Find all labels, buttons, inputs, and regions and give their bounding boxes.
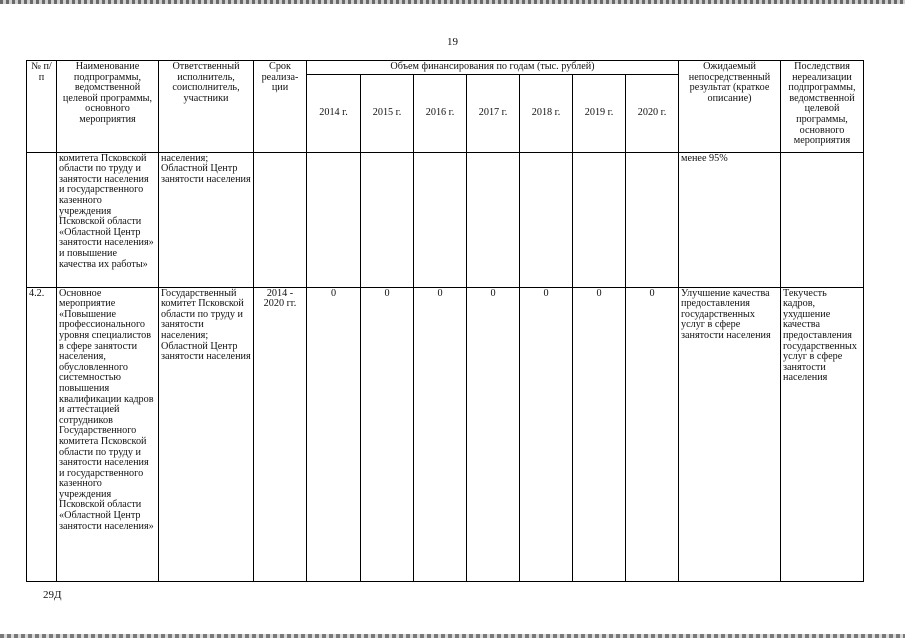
page-number: 19	[447, 36, 458, 48]
row-term: 2014 - 2020 гг.	[254, 287, 307, 581]
header-expected: Ожидаемый непосредственный результат (краткое описание)	[679, 61, 781, 153]
scan-edge-top	[0, 0, 905, 4]
row-value-2016	[414, 152, 467, 287]
header-year-2015: 2015 г.	[361, 74, 414, 152]
header-executor: Ответственный исполнитель, соисполнитель, участники	[159, 61, 254, 153]
row-value-2019: 0	[573, 287, 626, 581]
row-consequences: Текучесть кадров, ухудшение качества предоставления государственных услуг в сфере занятости населения	[781, 287, 864, 581]
header-year-2020: 2020 г.	[626, 74, 679, 152]
row-value-2016: 0	[414, 287, 467, 581]
row-name: комитета Псковской области по труду и занятости населения и государственного казенного учреждения Псковской области «Областной Центр занятости населения» и повышение качества их работы»	[57, 152, 159, 287]
row-expected: менее 95%	[679, 152, 781, 287]
row-value-2015: 0	[361, 287, 414, 581]
header-term: Срок реализа-ции	[254, 61, 307, 153]
header-year-2018: 2018 г.	[520, 74, 573, 152]
row-value-2020	[626, 152, 679, 287]
scan-edge-bottom	[0, 634, 905, 638]
row-executor: Государственный комитет Псковской области по труду и занятости населения; Областной Центр занятости населения	[159, 287, 254, 581]
row-value-2020: 0	[626, 287, 679, 581]
footer-code: 29Д	[43, 589, 62, 601]
row-value-2014	[307, 152, 361, 287]
row-value-2019	[573, 152, 626, 287]
row-num: 4.2.	[27, 287, 57, 581]
header-year-2016: 2016 г.	[414, 74, 467, 152]
row-value-2017	[467, 152, 520, 287]
row-num	[27, 152, 57, 287]
row-term	[254, 152, 307, 287]
program-table	[26, 60, 864, 582]
table-row	[27, 152, 864, 287]
row-value-2017: 0	[467, 287, 520, 581]
row-consequences	[781, 152, 864, 287]
header-funding: Объем финансирования по годам (тыс. рублей)	[307, 61, 679, 75]
header-row-1	[27, 61, 864, 75]
header-year-2019: 2019 г.	[573, 74, 626, 152]
header-year-2014: 2014 г.	[307, 74, 361, 152]
row-expected: Улучшение качества предоставления государственных услуг в сфере занятости населения	[679, 287, 781, 581]
row-value-2015	[361, 152, 414, 287]
row-executor: населения; Областной Центр занятости населения	[159, 152, 254, 287]
header-name: Наименование подпрограммы, ведомственной целевой программы, основного мероприятия	[57, 61, 159, 153]
header-num: № п/п	[27, 61, 57, 153]
row-name: Основное мероприятие «Повышение профессионального уровня специалистов в сфере занятости населения, обусловленного системностью повышения квалификации кадров и аттестацией сотрудников Государственного комитета Псковской области по труду и занятости населения и государственного казенного учреждения Псковской области «Областной Центр занятости населения»	[57, 287, 159, 581]
table-row	[27, 287, 864, 581]
row-value-2018: 0	[520, 287, 573, 581]
header-consequences: Последствия нереализации подпрограммы, ведомственной целевой программы, основного мероприятия	[781, 61, 864, 153]
row-value-2018	[520, 152, 573, 287]
header-year-2017: 2017 г.	[467, 74, 520, 152]
row-value-2014: 0	[307, 287, 361, 581]
